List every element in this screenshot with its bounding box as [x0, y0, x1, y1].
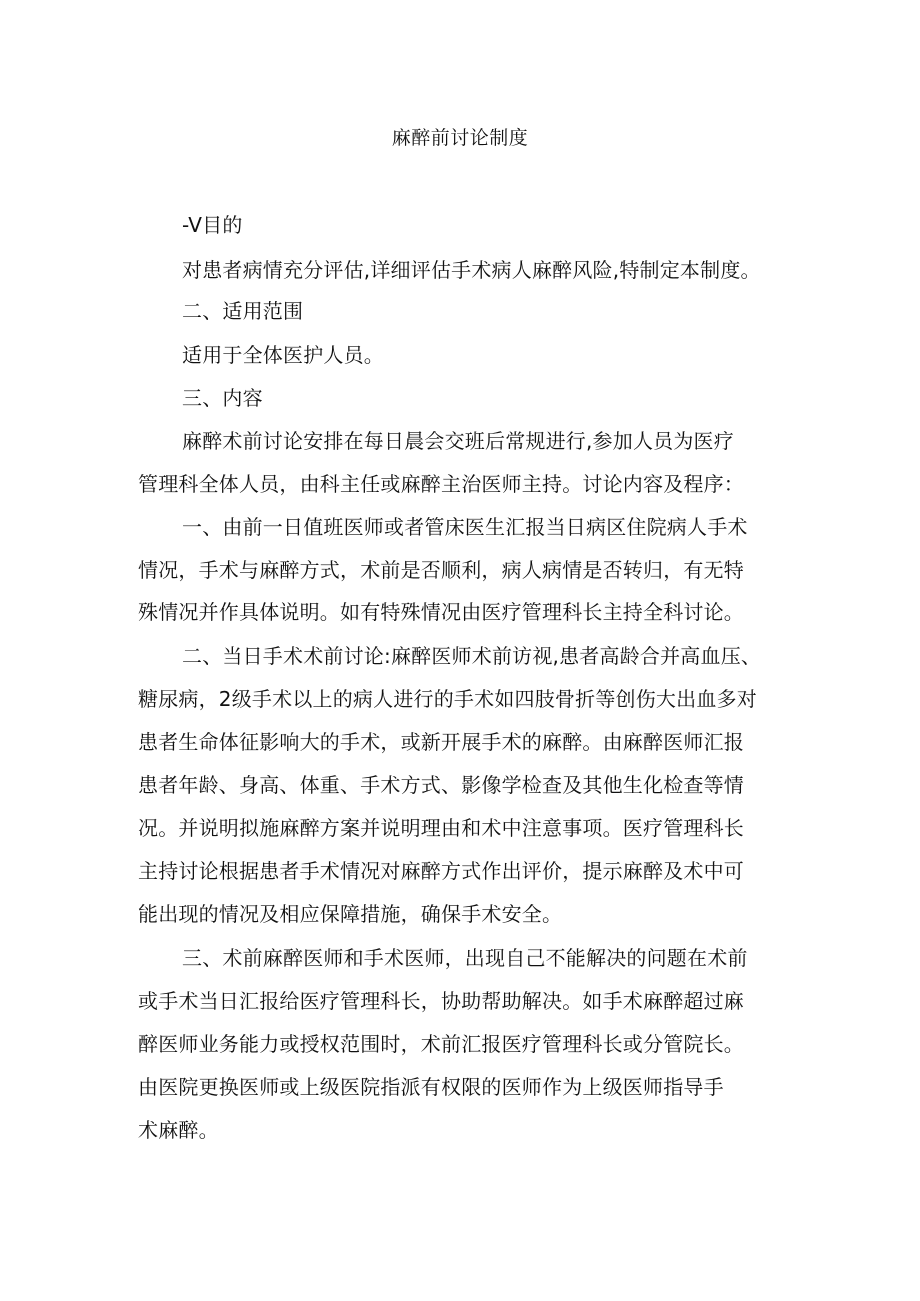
content-line: 糖尿病，2级手术以上的病人进行的手术如四肢骨折等创伤大出血多对 [138, 687, 757, 711]
content-line: 情况，手术与麻醉方式，术前是否顺利，病人病情是否转归，有无特 [138, 558, 744, 582]
content-line: 管理科全体人员，由科主任或麻醉主治医师主持。讨论内容及程序： [138, 472, 744, 496]
scope-heading: 二、适用范围 [182, 299, 304, 323]
content-line: 由医院更换医师或上级医院指派有权限的医师作为上级医师指导手 [138, 1075, 724, 1099]
content-line: 主持讨论根据患者手术情况对麻醉方式作出评价，提示麻醉及术中可 [138, 859, 744, 883]
content-line: 醉医师业务能力或授权范围时，术前汇报医疗管理科长或分管院长。 [138, 1032, 744, 1056]
content-line: 术麻醉。 [138, 1118, 219, 1142]
content-line: 或手术当日汇报给医疗管理科长，协助帮助解决。如手术麻醉超过麻 [138, 989, 744, 1013]
content-heading: 三、内容 [182, 386, 263, 410]
content-line: 一、由前一日值班医师或者管床医生汇报当日病区住院病人手术 [182, 515, 748, 539]
content-line: 况。并说明拟施麻醉方案并说明理由和术中注意事项。医疗管理科长 [138, 816, 744, 840]
scope-text: 适用于全体医护人员。 [182, 343, 384, 367]
content-line: 患者生命体征影响大的手术，或新开展手术的麻醉。由麻醉医师汇报 [138, 730, 744, 754]
content-line: 能出现的情况及相应保障措施，确保手术安全。 [138, 902, 563, 926]
purpose-heading: -V目的 [182, 213, 243, 237]
content-line: 二、当日手术术前讨论:麻醉医师术前访视,患者高龄合并高血压、 [182, 644, 762, 668]
document-title: 麻醉前讨论制度 [391, 127, 529, 149]
content-line: 殊情况并作具体说明。如有特殊情况由医疗管理科长主持全科讨论。 [138, 600, 744, 624]
content-line: 麻醉术前讨论安排在每日晨会交班后常规进行,参加人员为医疗 [182, 429, 734, 453]
content-line: 三、术前麻醉医师和手术医师，出现自己不能解决的问题在术前 [182, 946, 748, 970]
content-line: 患者年龄、身高、体重、手术方式、影像学检查及其他生化检查等情 [138, 773, 744, 797]
purpose-text: 对患者病情充分评估,详细评估手术病人麻醉风险,特制定本制度。 [182, 258, 761, 282]
